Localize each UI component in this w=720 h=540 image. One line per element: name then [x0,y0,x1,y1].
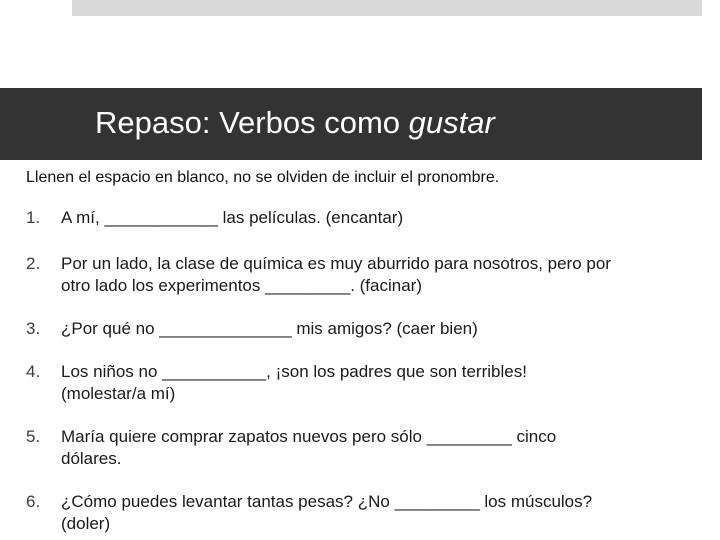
item-number: 5. [26,427,41,446]
exercise-item-4 [26,361,696,405]
top-accent-bar [72,0,702,16]
item-line: (doler) [61,514,111,533]
item-text [61,426,696,470]
title-prefix: Repaso: Verbos como [95,105,409,140]
item-line: A mí, ____________ las películas. (encantar) [61,208,404,227]
item-number: 2. [26,254,41,273]
exercise-item-1 [26,207,696,229]
item-number: 6. [26,492,41,511]
item-text [61,207,696,229]
item-text [61,253,696,297]
item-line: ¿Cómo puedes levantar tantas pesas? ¿No _________ los músculos? [61,492,593,511]
item-line: dólares. [61,449,122,468]
item-line: Por un lado, la clase de química es muy aburrido para nosotros, pero por [61,254,611,273]
item-number: 4. [26,362,41,381]
item-text [61,491,696,535]
slide-title [95,105,495,141]
title-emphasis: gustar [408,105,495,140]
instructions-text: Llenen el espacio en blanco, no se olviden de incluir el pronombre. [26,169,500,186]
exercise-item-5 [26,426,696,470]
exercise-item-3 [26,318,696,340]
item-line: María quiere comprar zapatos nuevos pero sólo _________ cinco [61,427,557,446]
item-line: Los niños no ___________, ¡son los padres que son terribles! [61,362,527,381]
item-text [61,318,696,340]
item-line: (molestar/a mí) [61,384,176,403]
item-number: 3. [26,319,41,338]
item-line: otro lado los experimentos _________. (facinar) [61,276,422,295]
item-line: ¿Por qué no ______________ mis amigos? (caer bien) [61,319,478,338]
exercise-item-2 [26,253,696,297]
exercise-item-6 [26,491,696,535]
item-text [61,361,696,405]
item-number: 1. [26,208,41,227]
